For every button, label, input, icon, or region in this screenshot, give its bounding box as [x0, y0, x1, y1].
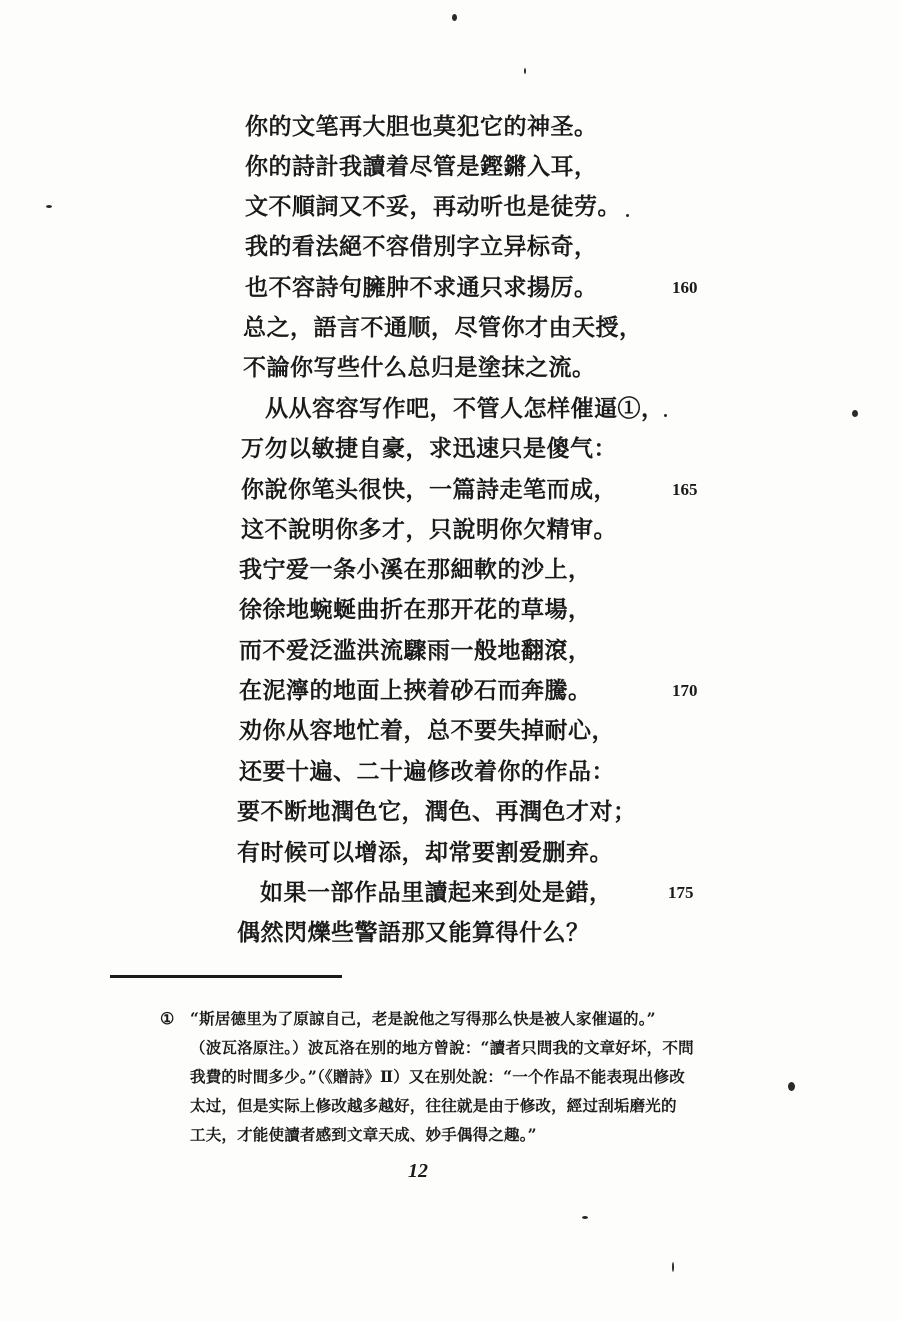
page-number: 12 [408, 1160, 428, 1182]
scan-speck [788, 1082, 795, 1091]
footnote-line: “斯居德里为了原諒自己，老是說他之写得那么快是被人家催逼的。” [190, 1009, 656, 1028]
footnote-line: 我費的时間多少。”（《贈詩》Ⅱ）又在别处說：“一个作品不能表現出修改 [190, 1067, 685, 1086]
line-number: 165 [672, 480, 698, 499]
footnote [190, 1004, 750, 1149]
verse-line: 不論你写些什么总归是塗抹之流。 [243, 354, 596, 381]
verse-line: 你的文笔再大胆也莫犯它的神圣。 [245, 113, 598, 140]
verse-line: 如果一部作品里讀起来到处是錯， [260, 879, 613, 906]
verse-line: 也不容詩句臃肿不求通只求揚厉。 [245, 274, 598, 301]
line-number: 160 [672, 278, 698, 297]
verse-line: 你說你笔头很快，一篇詩走笔而成， [241, 476, 617, 503]
verse-line: 还要十遍、二十遍修改着你的作品： [239, 758, 615, 785]
scan-speck [672, 1262, 674, 1272]
scan-speck [626, 214, 629, 217]
verse-line: 偶然閃爍些警語那又能算得什么？ [237, 919, 590, 946]
scan-speck [452, 14, 457, 21]
verse-line: 徐徐地蜿蜒曲折在那开花的草場， [239, 596, 592, 623]
verse-line: 从从容容写作吧，不管人怎样催逼①， [265, 395, 665, 422]
verse-line: 这不說明你多才，只說明你欠精审。 [241, 516, 617, 543]
scan-speck [524, 68, 526, 74]
scan-speck [852, 410, 858, 417]
verse-line: 文不順詞又不妥，再动听也是徒劳。 [245, 193, 621, 220]
verse-line: 有时候可以增添，却常要割爱删弃。 [237, 839, 613, 866]
verse-line: 我宁爱一条小溪在那細軟的沙上， [239, 556, 592, 583]
footnote-rule [110, 975, 342, 978]
verse-line: 总之，語言不通顺，尽管你才由天授， [243, 314, 643, 341]
verse-line: 在泥濘的地面上挾着砂石而奔騰。 [239, 677, 592, 704]
verse-line: 劝你从容地忙着，总不要失掉耐心， [239, 717, 615, 744]
footnote-line: （波瓦洛原注。）波瓦洛在别的地方曾說：“讀者只問我的文章好坏，不問 [190, 1038, 694, 1057]
line-number: 170 [672, 681, 698, 700]
scan-speck [46, 205, 52, 208]
verse-line: 而不爱泛滥洪流驟雨一般地翻滾， [239, 637, 592, 664]
verse-line: 万勿以敏捷自豪，求迅速只是傻气： [241, 435, 617, 462]
line-number: 175 [668, 883, 694, 902]
verse-line: 你的詩計我讀着尽管是鏗鏘入耳， [245, 153, 598, 180]
footnote-mark: ① [160, 1009, 175, 1028]
verse-line: 我的看法絕不容借別字立异标奇， [245, 233, 598, 260]
verse-line: 要不断地潤色它，潤色、再潤色才对； [237, 798, 637, 825]
footnote-line: 工夫，才能使讀者感到文章天成、妙手偶得之趣。” [190, 1125, 537, 1144]
scan-speck [582, 1216, 588, 1219]
footnote-line: 太过，但是实际上修改越多越好，往往就是由于修改，經过刮垢磨光的 [190, 1096, 677, 1115]
